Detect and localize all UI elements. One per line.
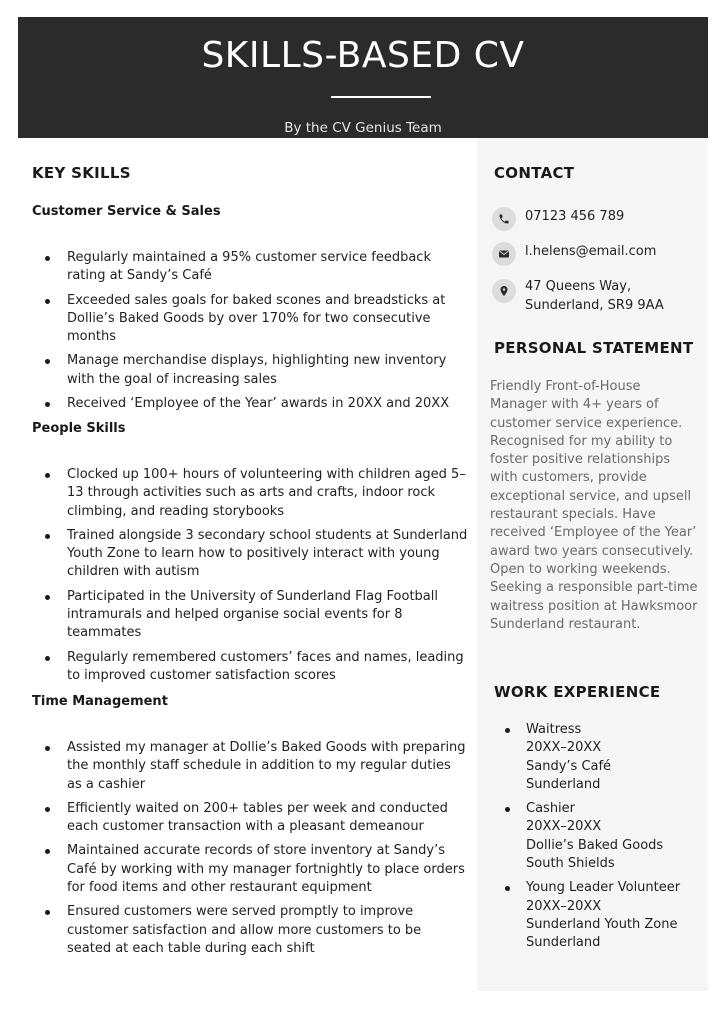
work-item: [490, 721, 705, 794]
job-role: Young Leader Volunteer: [526, 880, 681, 896]
skill-item: Efficiently waited on 200+ tables per week and conducted each customer transaction with a pleasant demeanour: [31, 800, 467, 837]
skill-item: Regularly remembered customers’ faces and names, leading to improved customer satisfaction scores: [31, 649, 471, 686]
job-location: South Shields: [526, 856, 615, 872]
location-icon: [492, 279, 516, 303]
skill-group-title: Time Management: [32, 694, 168, 709]
personal-statement-heading: PERSONAL STATEMENT: [494, 339, 694, 357]
skill-item: Received ‘Employee of the Year’ awards in 20XX and 20XX: [31, 395, 467, 413]
work-experience-heading: WORK EXPERIENCE: [494, 683, 661, 701]
work-item: [490, 879, 705, 952]
contact-phone: 07123 456 789: [525, 209, 625, 224]
skill-item: Ensured customers were served promptly to improve customer satisfaction and allow more customers to be seated at each table during each shift: [31, 903, 467, 958]
skill-item: Regularly maintained a 95% customer service feedback rating at Sandy’s Café: [31, 249, 467, 286]
contact-heading: CONTACT: [494, 164, 575, 182]
job-role: Waitress: [526, 722, 582, 737]
key-skills-heading: KEY SKILLS: [32, 164, 131, 182]
cv-header: [18, 17, 708, 138]
contact-phone-row: [492, 207, 624, 231]
skill-item: Manage merchandise displays, highlighting new inventory with the goal of increasing sales: [31, 352, 467, 389]
job-location: Sunderland: [526, 776, 601, 792]
contact-email: l.helens@email.com: [525, 244, 657, 259]
personal-statement-text: Friendly Front-of-House Manager with 4+ years of customer service experience. Recognised for my ability to foster positive relationships with customers, provide exceptional service, and upsell restaurant specials. Have received ‘Employee of the Year’ award two years consecutively. Open to working weekends. Seeking a responsible part-time waitress position at Hawksmoor Sunderland restaurant.: [490, 379, 698, 632]
job-dates: 20XX–20XX: [526, 898, 602, 914]
job-dates: 20XX–20XX: [526, 740, 602, 756]
skill-item: Maintained accurate records of store inventory at Sandy’s Café by working with my manager fortnightly to place orders for food items and other restaurant equipment: [31, 842, 467, 897]
skill-list-time-management: [31, 739, 467, 964]
cv-byline: By the CV Genius Team: [284, 120, 442, 136]
cv-title: SKILLS-BASED CV: [201, 35, 525, 76]
skill-list-customer-service: [31, 249, 467, 419]
email-icon: [492, 242, 516, 266]
job-role: Cashier: [526, 801, 576, 817]
title-divider: [331, 96, 431, 98]
phone-icon: [492, 207, 516, 231]
skill-group-title: People Skills: [32, 421, 126, 436]
address-line-1: 47 Queens Way,: [525, 279, 632, 294]
contact-address-row: [492, 277, 664, 315]
skill-item: Trained alongside 3 secondary school students at Sunderland Youth Zone to learn how to positively interact with young children with autism: [31, 527, 471, 582]
job-employer: Sunderland Youth Zone: [526, 916, 678, 932]
skill-item: Participated in the University of Sunderland Flag Football intramurals and helped organise social events for 8 teammates: [31, 588, 471, 643]
skill-item: Clocked up 100+ hours of volunteering with children aged 5–13 through activities such as arts and crafts, indoor rock climbing, and reading storybooks: [31, 466, 471, 521]
job-location: Sunderland: [526, 935, 601, 951]
contact-address: [525, 277, 664, 315]
address-line-2: Sunderland, SR9 9AA: [525, 298, 664, 313]
job-dates: 20XX–20XX: [526, 819, 602, 835]
work-experience-list: [490, 721, 705, 959]
job-employer: Dollie’s Baked Goods: [526, 837, 664, 853]
skill-item: Assisted my manager at Dollie’s Baked Goods with preparing the monthly staff schedule in addition to my regular duties as a cashier: [31, 739, 467, 794]
work-item: [490, 800, 705, 873]
skill-group-title: Customer Service & Sales: [32, 204, 221, 219]
job-employer: Sandy’s Café: [526, 758, 612, 774]
contact-email-row: [492, 242, 656, 266]
skill-list-people: [31, 466, 471, 691]
skill-item: Exceeded sales goals for baked scones and breadsticks at Dollie’s Baked Goods by over 170% for two consecutive months: [31, 292, 467, 347]
